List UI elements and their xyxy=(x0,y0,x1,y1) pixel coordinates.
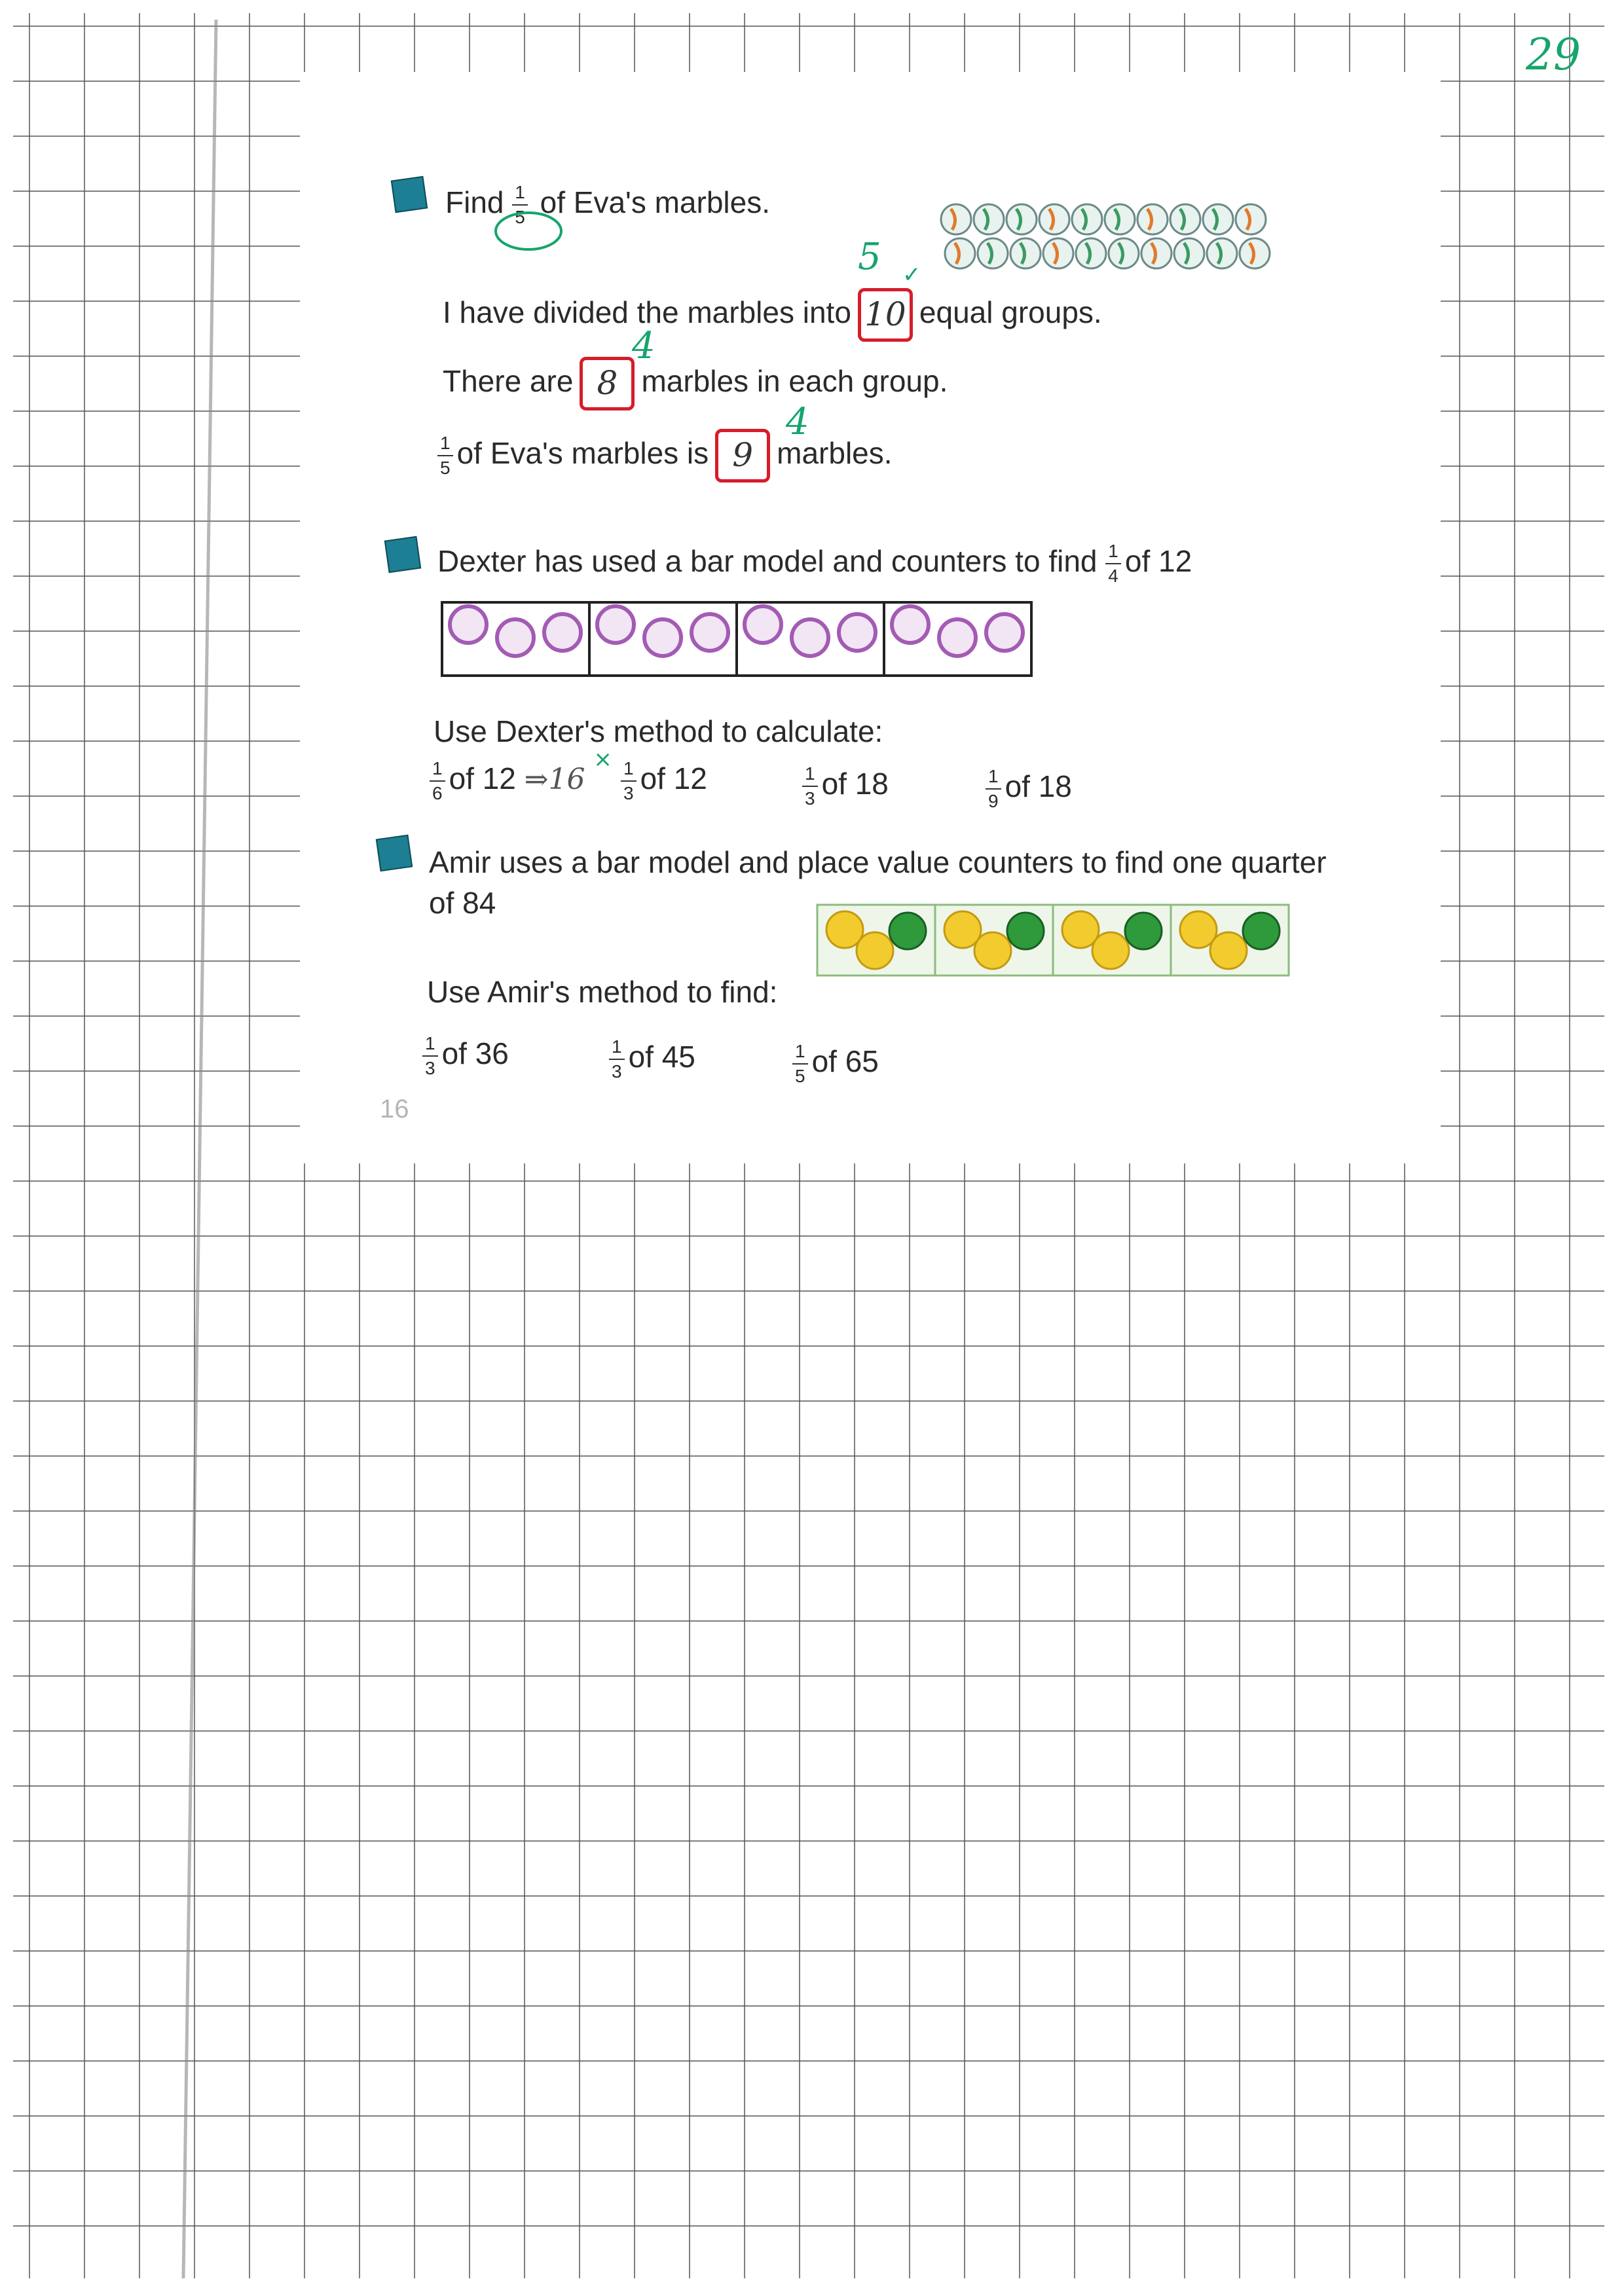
q3-item-1 xyxy=(422,1034,509,1078)
purple-counter xyxy=(745,606,781,643)
place-value-counters-bar xyxy=(812,898,1297,983)
question-2-icon xyxy=(384,536,421,573)
q3-prompt-line1: Amir uses a bar model and place value counters to find one quarter xyxy=(429,845,1327,879)
q2-text: Dexter has used a bar model and counters to find xyxy=(437,544,1098,579)
q1-line-4 xyxy=(437,429,893,483)
q3-item2-fraction xyxy=(609,1038,625,1081)
fraction-denominator: 5 xyxy=(515,207,525,227)
question-3-icon xyxy=(376,835,413,871)
marbles-image xyxy=(936,196,1303,282)
teacher-circle-mark xyxy=(492,208,564,254)
q2-item-3 xyxy=(802,765,889,808)
q2-fraction xyxy=(1105,542,1121,585)
purple-counter xyxy=(892,606,929,643)
fraction-numerator: 1 xyxy=(621,759,637,782)
fraction-denominator: 4 xyxy=(1108,566,1118,586)
q3-prompt-line2: of 84 xyxy=(429,886,496,920)
q2-item4-text: of 18 xyxy=(1005,769,1072,804)
q2-item3-fraction xyxy=(802,765,818,808)
q3-use-method: Use Amir's method to find: xyxy=(427,975,778,1009)
q2-item3-text: of 18 xyxy=(821,767,889,801)
fraction-denominator: 9 xyxy=(988,791,999,811)
q2-item1-answer: ⇒16 xyxy=(524,763,585,797)
q2-item2-fraction xyxy=(621,759,637,803)
answer-box-per-group[interactable]: 8 xyxy=(580,357,635,410)
q2-item-4 xyxy=(986,767,1072,811)
q1-rest-text: of Eva's marbles. xyxy=(540,185,770,220)
fraction-denominator: 5 xyxy=(440,458,451,478)
q1-line-3 xyxy=(443,357,948,410)
q3-item-3 xyxy=(792,1042,879,1085)
fraction-denominator: 3 xyxy=(623,783,634,803)
fraction-denominator: 5 xyxy=(795,1066,805,1086)
green-counter xyxy=(1007,913,1044,949)
q2-item-1 xyxy=(430,746,612,803)
fraction-numerator: 1 xyxy=(986,767,1001,790)
q1-prompt xyxy=(445,183,770,227)
q1-line2-after: equal groups. xyxy=(919,295,1102,330)
yellow-counter xyxy=(857,932,893,969)
correction-4-b: 4 xyxy=(786,401,809,443)
q2-item4-fraction xyxy=(986,767,1001,811)
q2-prompt xyxy=(437,542,1192,585)
q1-line4-text: of Eva's marbles is xyxy=(456,436,709,471)
correction-5: 5 xyxy=(858,236,881,278)
purple-counter xyxy=(544,614,581,651)
purple-counter xyxy=(939,619,976,656)
fraction-numerator: 1 xyxy=(802,765,818,787)
q2-item1-text: of 12 xyxy=(449,761,516,796)
q3-item1-fraction xyxy=(422,1034,438,1078)
purple-counter xyxy=(792,619,828,656)
fraction-denominator: 3 xyxy=(805,788,815,809)
q2-item1-fraction xyxy=(430,759,445,803)
purple-counter xyxy=(597,606,634,643)
q2-use-method: Use Dexter's method to calculate: xyxy=(434,714,883,748)
fraction-numerator: 1 xyxy=(792,1042,808,1065)
wrong-mark: × xyxy=(593,746,612,773)
fraction-numerator: 1 xyxy=(430,759,445,782)
q1-find-text: Find xyxy=(445,185,504,220)
tick-mark: ✓ xyxy=(902,262,921,288)
fraction-numerator: 1 xyxy=(609,1038,625,1060)
q1-line2-text: I have divided the marbles into xyxy=(443,295,851,330)
yellow-counter xyxy=(974,932,1011,969)
corner-note: 29 xyxy=(1526,29,1581,80)
green-counter xyxy=(1125,913,1162,949)
purple-counter xyxy=(644,619,681,656)
answer-box-groups[interactable]: 10 xyxy=(858,288,913,342)
fraction-numerator: 1 xyxy=(437,434,453,456)
yellow-counter xyxy=(1092,932,1129,969)
q1-line4-after: marbles. xyxy=(777,436,893,471)
q2-item2-text: of 12 xyxy=(640,761,707,796)
q1-line3-after: marbles in each group. xyxy=(641,364,948,399)
q1-line-2 xyxy=(443,288,1102,342)
fraction-numerator: 1 xyxy=(1105,542,1121,564)
q2-text-after: of 12 xyxy=(1124,544,1192,579)
fraction-numerator: 1 xyxy=(422,1034,438,1057)
q3-item3-fraction xyxy=(792,1042,808,1085)
correction-4-a: 4 xyxy=(632,325,655,367)
purple-counter xyxy=(692,614,728,651)
q1-line3-text: There are xyxy=(443,364,574,399)
yellow-counter xyxy=(1210,932,1247,969)
page-number: 16 xyxy=(380,1095,409,1123)
q2-item-2 xyxy=(621,759,707,803)
green-counter xyxy=(1243,913,1280,949)
page-edge-line xyxy=(183,20,216,2278)
question-1-icon xyxy=(391,176,428,213)
q3-item1-text: of 36 xyxy=(441,1036,509,1071)
q3-item-2 xyxy=(609,1038,695,1081)
purple-counter xyxy=(450,606,487,643)
purple-counter xyxy=(497,619,534,656)
green-counter xyxy=(889,913,926,949)
fraction-numerator: 1 xyxy=(512,183,528,206)
fraction-denominator: 6 xyxy=(432,783,443,803)
q1-line4-fraction xyxy=(437,434,453,477)
fraction-denominator: 3 xyxy=(425,1058,435,1078)
fraction-denominator: 3 xyxy=(612,1061,622,1082)
bar-model-counters xyxy=(435,597,1038,689)
q1-fraction xyxy=(512,183,528,227)
answer-box-fifth[interactable]: 9 xyxy=(715,429,770,483)
purple-counter xyxy=(839,614,876,651)
purple-counter xyxy=(986,614,1023,651)
q3-item3-text: of 65 xyxy=(811,1044,879,1079)
q3-item2-text: of 45 xyxy=(628,1040,695,1074)
